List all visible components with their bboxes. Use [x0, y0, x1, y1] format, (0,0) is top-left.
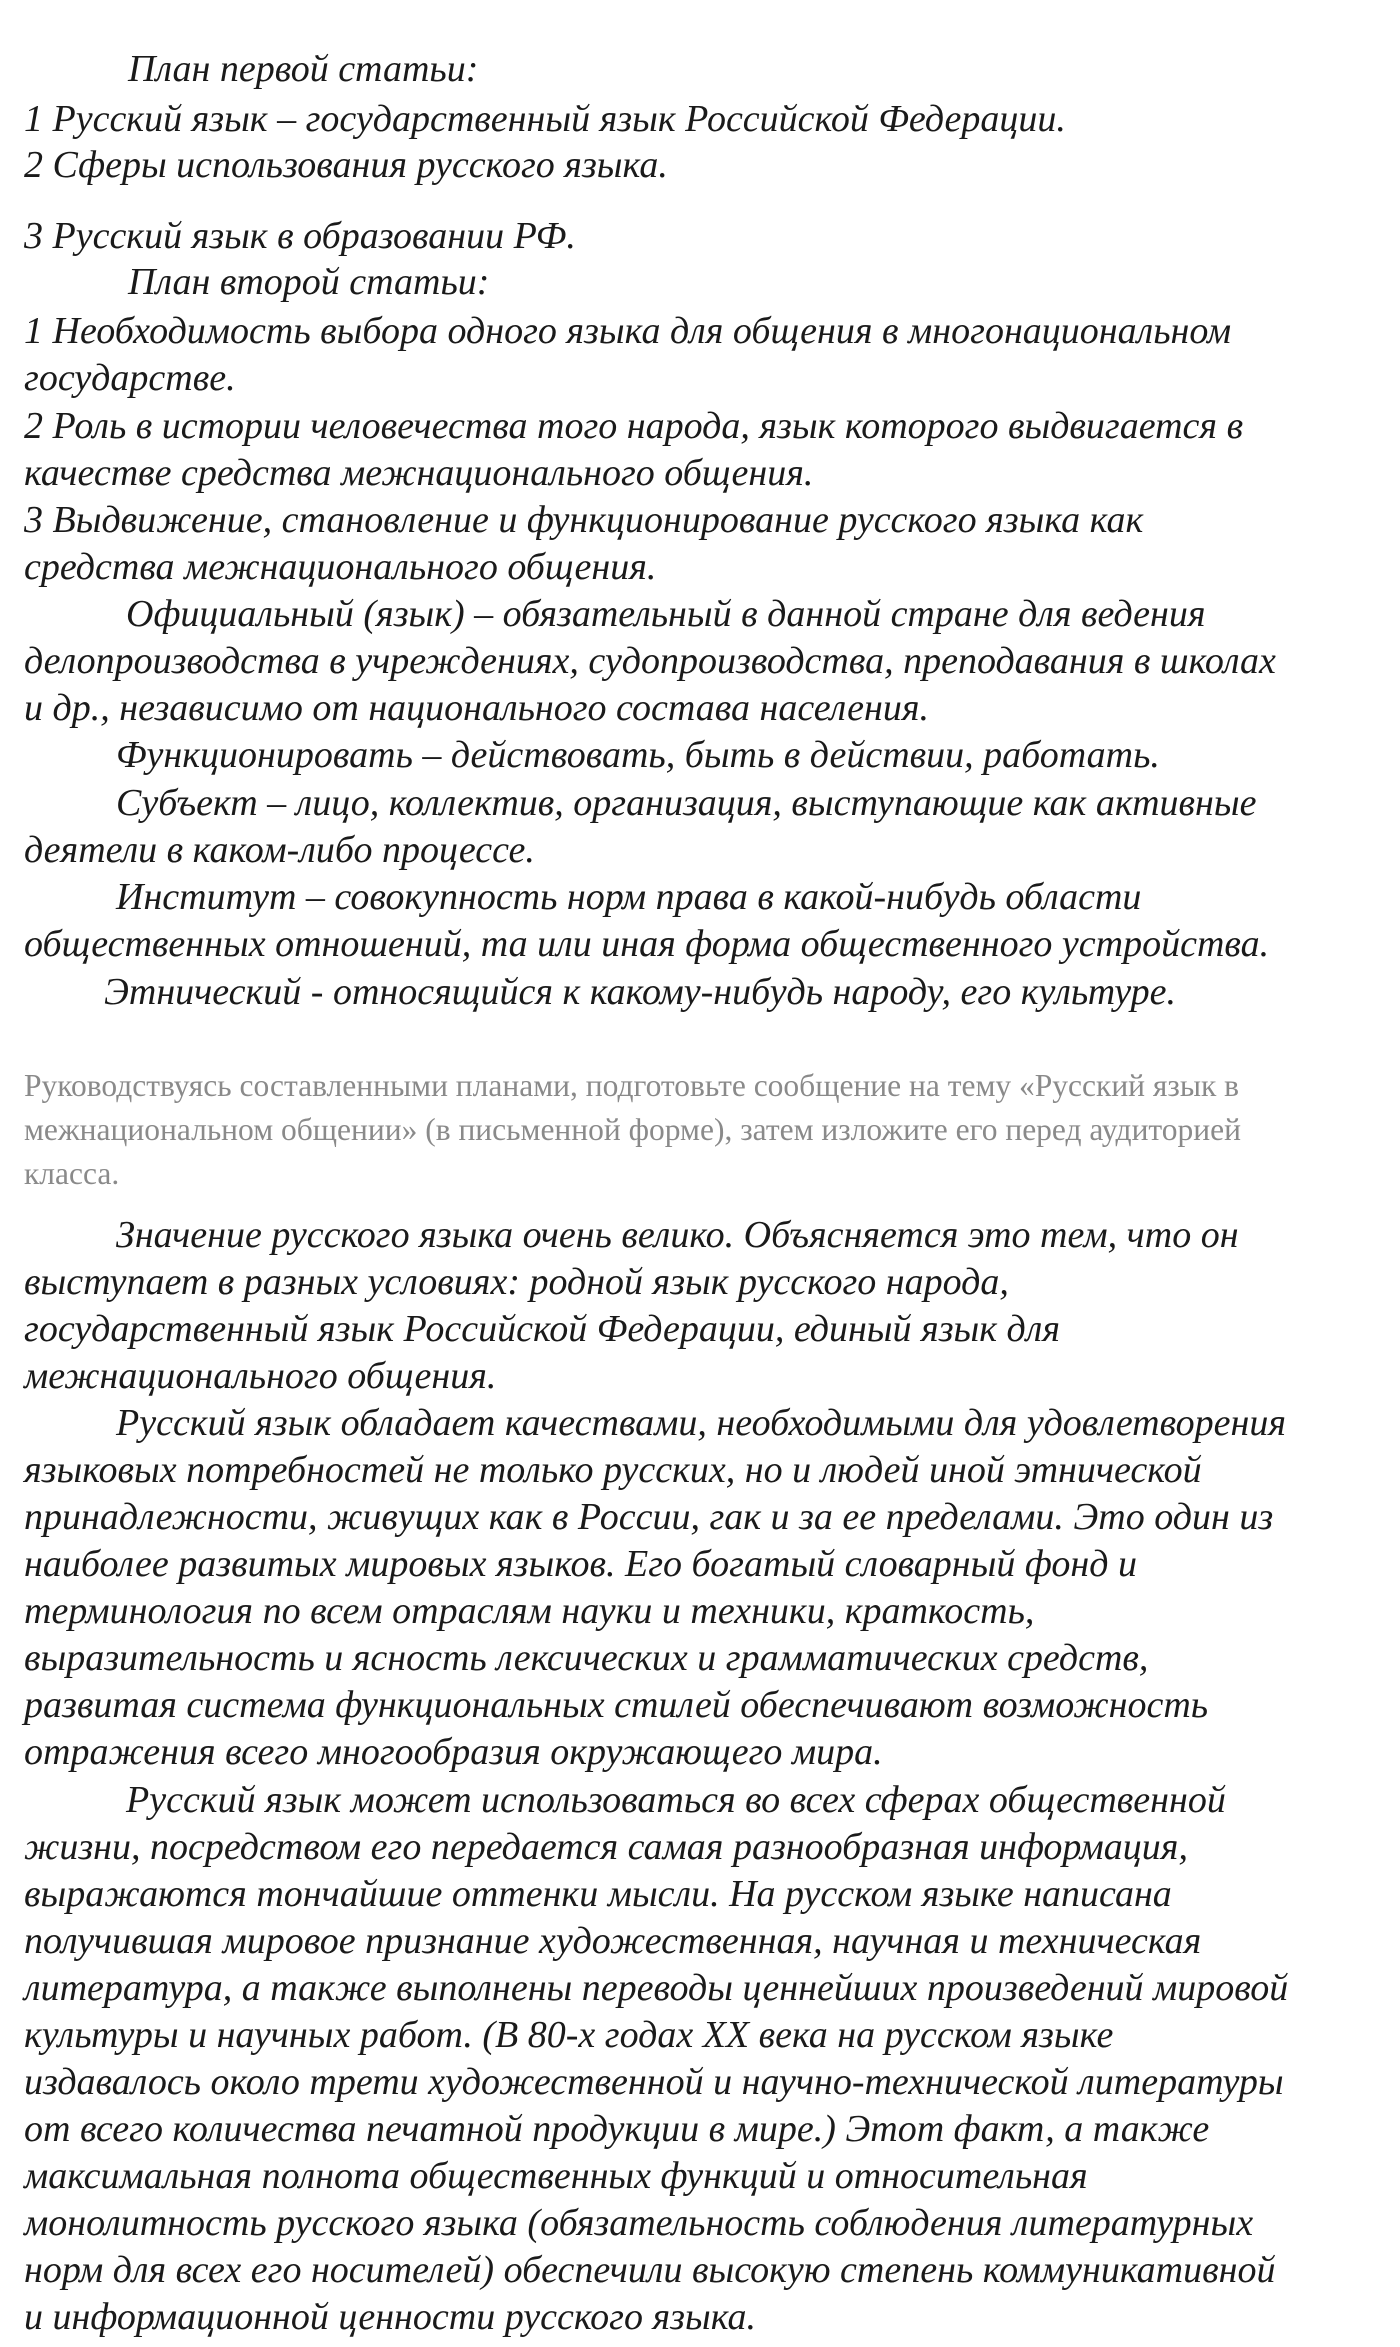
glossary-institute-line-1: Институт – совокупность норм права в какой-нибудь области — [116, 876, 1142, 918]
plan2-item-3-line-1: 3 Выдвижение, становление и функционирование русского языка как — [24, 499, 1144, 541]
essay-p3-line-3: выражаются тончайшие оттенки мысли. На русском языке написана — [24, 1873, 1172, 1915]
essay-p2-line-3: принадлежности, живущих как в России, гак и за ее пределами. Это один из — [24, 1496, 1274, 1538]
essay-p3-line-10: монолитность русского языка (обязательность соблюдения литературных — [24, 2202, 1254, 2244]
essay-p3-line-12: и информационной ценности русского языка. — [24, 2296, 757, 2338]
essay-p3-line-8: от всего количества печатной продукции в мире.) Этот факт, а также — [24, 2108, 1210, 2150]
glossary-subject-line-1: Субъект – лицо, коллектив, организация, выступающие как активные — [116, 782, 1257, 824]
glossary-ethnic: Этнический - относящийся к какому-нибудь народу, его культуре. — [104, 971, 1176, 1013]
essay-p1-line-3: государственный язык Российской Федерации, единый язык для — [24, 1308, 1061, 1350]
essay-p2-line-1: Русский язык обладает качествами, необходимыми для удовлетворения — [116, 1402, 1287, 1444]
plan2-item-3-line-2: средства межнационального общения. — [24, 546, 657, 588]
task-line-3: класса. — [24, 1156, 120, 1191]
essay-p1-line-4: межнационального общения. — [24, 1355, 497, 1397]
plan1-heading: План первой статьи: — [128, 48, 479, 90]
essay-p3-line-11: норм для всех его носителей) обеспечили высокую степень коммуникативной — [24, 2249, 1276, 2291]
plan2-item-2-line-1: 2 Роль в истории человечества того народа, язык которого выдвигается в — [24, 405, 1244, 447]
essay-p3-line-9: максимальная полнота общественных функций и относительная — [24, 2155, 1088, 2197]
essay-p2-line-7: развитая система функциональных стилей обеспечивают возможность — [24, 1684, 1209, 1726]
task-line-1: Руководствуясь составленными планами, подготовьте сообщение на тему «Русский язык в — [24, 1068, 1240, 1103]
essay-p3-line-7: издавалось около трети художественной и научно-технической литературы — [24, 2061, 1284, 2103]
plan2-heading: План второй статьи: — [128, 261, 490, 303]
glossary-institute-line-2: общественных отношений, та или иная форма общественного устройства. — [24, 923, 1270, 965]
glossary-function: Функционировать – действовать, быть в действии, работать. — [116, 734, 1160, 776]
essay-p2-line-5: терминология по всем отраслям науки и техники, краткость, — [24, 1590, 1035, 1632]
glossary-official-line-2: делопроизводства в учреждениях, судопроизводства, преподавания в школах — [24, 640, 1276, 682]
essay-p3-line-2: жизни, посредством его передается самая разнообразная информация, — [24, 1826, 1188, 1868]
glossary-official-line-3: и др., независимо от национального состава населения. — [24, 687, 930, 729]
plan1-item-2: 2 Сферы использования русского языка. — [24, 144, 668, 186]
essay-p3-line-5: литература, а также выполнены переводы ценнейших произведений мировой — [24, 1967, 1289, 2009]
essay-p3-line-1: Русский язык может использоваться во всех сферах общественной — [126, 1779, 1226, 1821]
plan1-item-1: 1 Русский язык – государственный язык Российской Федерации. — [24, 98, 1066, 140]
essay-p2-line-8: отражения всего многообразия окружающего мира. — [24, 1731, 883, 1773]
plan2-item-1-line-2: государстве. — [24, 357, 236, 399]
glossary-subject-line-2: деятели в каком-либо процессе. — [24, 829, 535, 871]
essay-p1-line-2: выступает в разных условиях: родной язык русского народа, — [24, 1261, 1009, 1303]
task-line-2: межнациональном общении» (в письменной форме), затем изложите его перед аудиторией — [24, 1112, 1241, 1147]
essay-p2-line-4: наиболее развитых мировых языков. Его богатый словарный фонд и — [24, 1543, 1137, 1585]
essay-p2-line-6: выразительность и ясность лексических и грамматических средств, — [24, 1637, 1149, 1679]
essay-p3-line-6: культуры и научных работ. (В 80-х годах XX века на русском языке — [24, 2014, 1114, 2056]
essay-p3-line-4: получившая мировое признание художественная, научная и техническая — [24, 1920, 1202, 1962]
plan2-item-1-line-1: 1 Необходимость выбора одного языка для общения в многонациональном — [24, 310, 1232, 352]
plan2-item-2-line-2: качестве средства межнационального общения. — [24, 452, 814, 494]
essay-p1-line-1: Значение русского языка очень велико. Объясняется это тем, что он — [116, 1214, 1239, 1256]
glossary-official-line-1: Официальный (язык) – обязательный в данной стране для ведения — [126, 593, 1206, 635]
essay-p2-line-2: языковых потребностей не только русских, но и людей иной этнической — [24, 1449, 1202, 1491]
plan1-item-3: 3 Русский язык в образовании РФ. — [24, 215, 576, 257]
